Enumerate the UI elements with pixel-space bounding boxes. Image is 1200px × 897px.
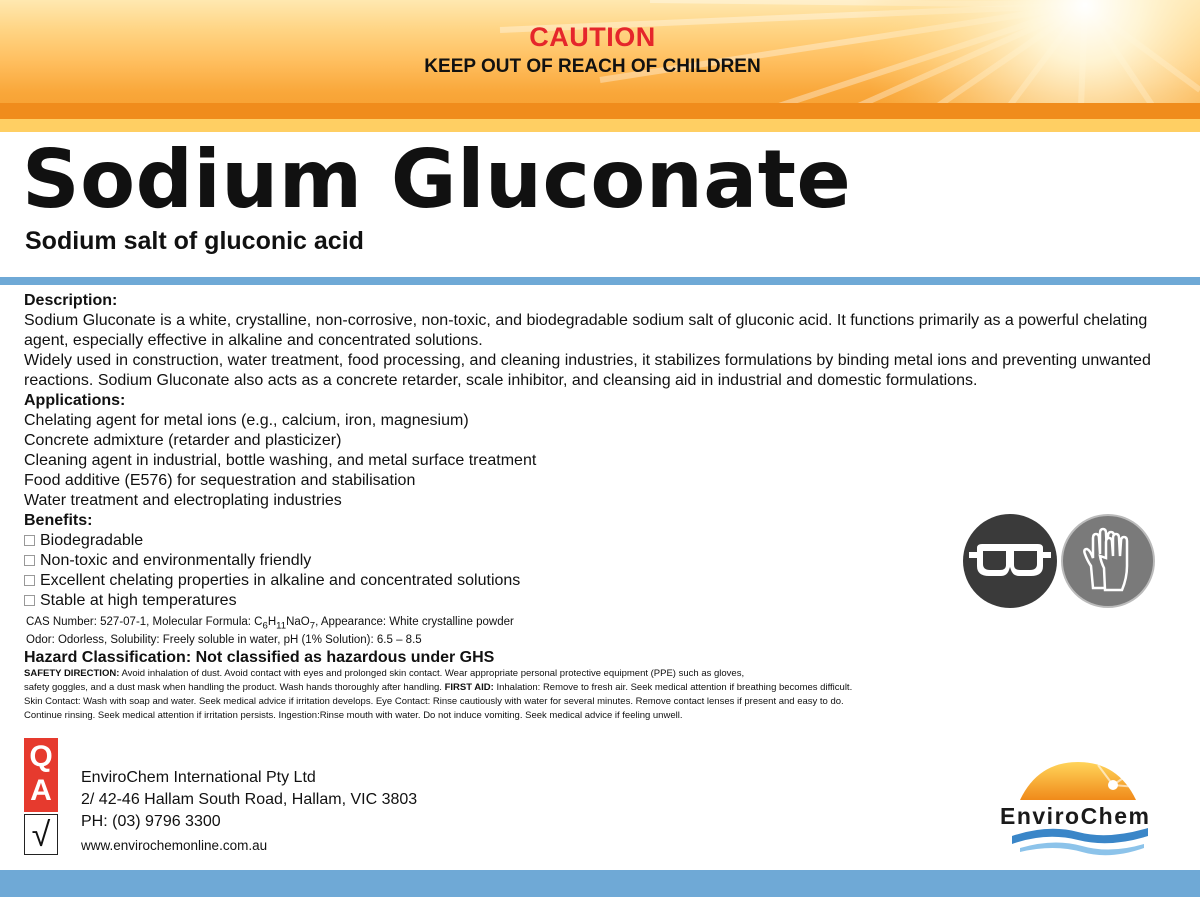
description-paragraph: Widely used in construction, water treatment, food processing, and cleaning industries, it stabilizes formulations by binding metal ions and preventing unwanted reactions. Sodium Gluconate also acts as a concrete retarder, scale inhibitor, and cleansing aid in industrial and domestic formulations.: [24, 352, 1151, 389]
checkbox-bullet-icon: [24, 535, 35, 546]
divider-rule: [0, 277, 1200, 285]
spec-text: CAS Number: 527-07-1, Molecular Formula: C: [26, 616, 263, 628]
safety-line: Skin Contact: Wash with soap and water. Seek medical advice if irritation develops. Eye Contact: Rinse cautiously with water for several minutes. Remove contact lenses if present and easy to do.: [24, 696, 844, 708]
checkbox-bullet-icon: [24, 595, 35, 606]
spec-line-properties: Odor: Odorless, Solubility: Freely soluble in water, pH (1% Solution): 6.5 – 8.5: [26, 634, 422, 647]
application-item: Chelating agent for metal ions (e.g., calcium, iron, magnesium): [24, 412, 469, 429]
company-phone: PH: (03) 9796 3300: [81, 813, 221, 830]
spec-text: , Appearance: White crystalline powder: [315, 616, 514, 628]
caution-text: CAUTION: [529, 22, 656, 52]
description-paragraph: Sodium Gluconate is a white, crystalline, non-corrosive, non-toxic, and biodegradable sodium salt of gluconic acid. It functions primarily as a powerful chelating agent, especially effective in alkaline and concentrated solutions.: [24, 312, 1148, 349]
company-name: EnviroChem International Pty Ltd: [81, 769, 316, 786]
safety-goggles-icon: [963, 514, 1057, 608]
banner-stripe: [0, 103, 1200, 119]
company-address: 2/ 42-46 Hallam South Road, Hallam, VIC 3803: [81, 791, 418, 808]
benefit-text: Excellent chelating properties in alkaline and concentrated solutions: [40, 572, 521, 589]
description-heading: Description:: [24, 292, 118, 309]
formula-subscript: 11: [276, 620, 287, 632]
checkbox-bullet-icon: [24, 575, 35, 586]
logo-wordmark: EnviroChem: [1000, 803, 1151, 829]
company-website: www.envirochemonline.com.au: [81, 838, 268, 853]
formula-element: NaO: [286, 616, 310, 628]
application-item: Food additive (E576) for sequestration and stabilisation: [24, 472, 416, 489]
spec-line-cas: [24, 615, 1174, 633]
hazard-classification: Hazard Classification: Not classified as hazardous under GHS: [24, 649, 495, 667]
formula-subscript: 6: [262, 620, 268, 632]
safety-line: [24, 681, 1174, 695]
label-content: [24, 291, 1174, 723]
benefit-text: Biodegradable: [40, 532, 144, 549]
benefit-text: Non-toxic and environmentally friendly: [40, 552, 312, 569]
banner-stripe-light: [0, 119, 1200, 132]
qa-letter-q: Q: [29, 740, 53, 773]
product-subtitle: Sodium salt of gluconic acid: [25, 227, 364, 255]
qa-badge: [24, 738, 58, 855]
caution-banner: [0, 0, 1200, 132]
application-item: Water treatment and electroplating industries: [24, 492, 342, 509]
first-aid-text: Inhalation: Remove to fresh air. Seek medical attention if breathing becomes difficult.: [493, 682, 853, 694]
company-info: [81, 767, 417, 857]
qa-letter-a: A: [30, 774, 52, 807]
first-aid-label: FIRST AID:: [444, 682, 494, 694]
applications-heading: Applications:: [24, 392, 126, 409]
footer-band: [0, 870, 1200, 897]
formula-element: H: [267, 616, 277, 628]
formula-subscript: 7: [309, 620, 316, 632]
keep-out-text: KEEP OUT OF REACH OF CHILDREN: [424, 56, 761, 77]
benefits-heading: Benefits:: [24, 512, 93, 529]
benefit-text: Stable at high temperatures: [40, 592, 237, 609]
safety-line: Continue rinsing. Seek medical attention if irritation persists. Ingestion:Rinse mouth with water. Do not induce vomiting. Seek medical advice if feeling unwell.: [24, 710, 683, 722]
application-item: Cleaning agent in industrial, bottle washing, and metal surface treatment: [24, 452, 537, 469]
wave-icon: [1012, 828, 1148, 844]
check-mark-icon: √: [31, 816, 51, 854]
checkbox-bullet-icon: [24, 555, 35, 566]
safety-direction-label: SAFETY DIRECTION:: [24, 668, 120, 680]
product-title: Sodium Gluconate: [22, 133, 852, 226]
application-item: Concrete admixture (retarder and plasticizer): [24, 432, 342, 449]
safety-direction-text: Avoid inhalation of dust. Avoid contact with eyes and prolonged skin contact. Wear appropriate personal protective equipment (PPE) such as gloves,: [119, 668, 745, 680]
safety-line: [24, 667, 1174, 681]
gloves-icon: [1061, 514, 1155, 608]
safety-direction-text: safety goggles, and a dust mask when handling the product. Wash hands thoroughly after handling.: [24, 682, 445, 694]
